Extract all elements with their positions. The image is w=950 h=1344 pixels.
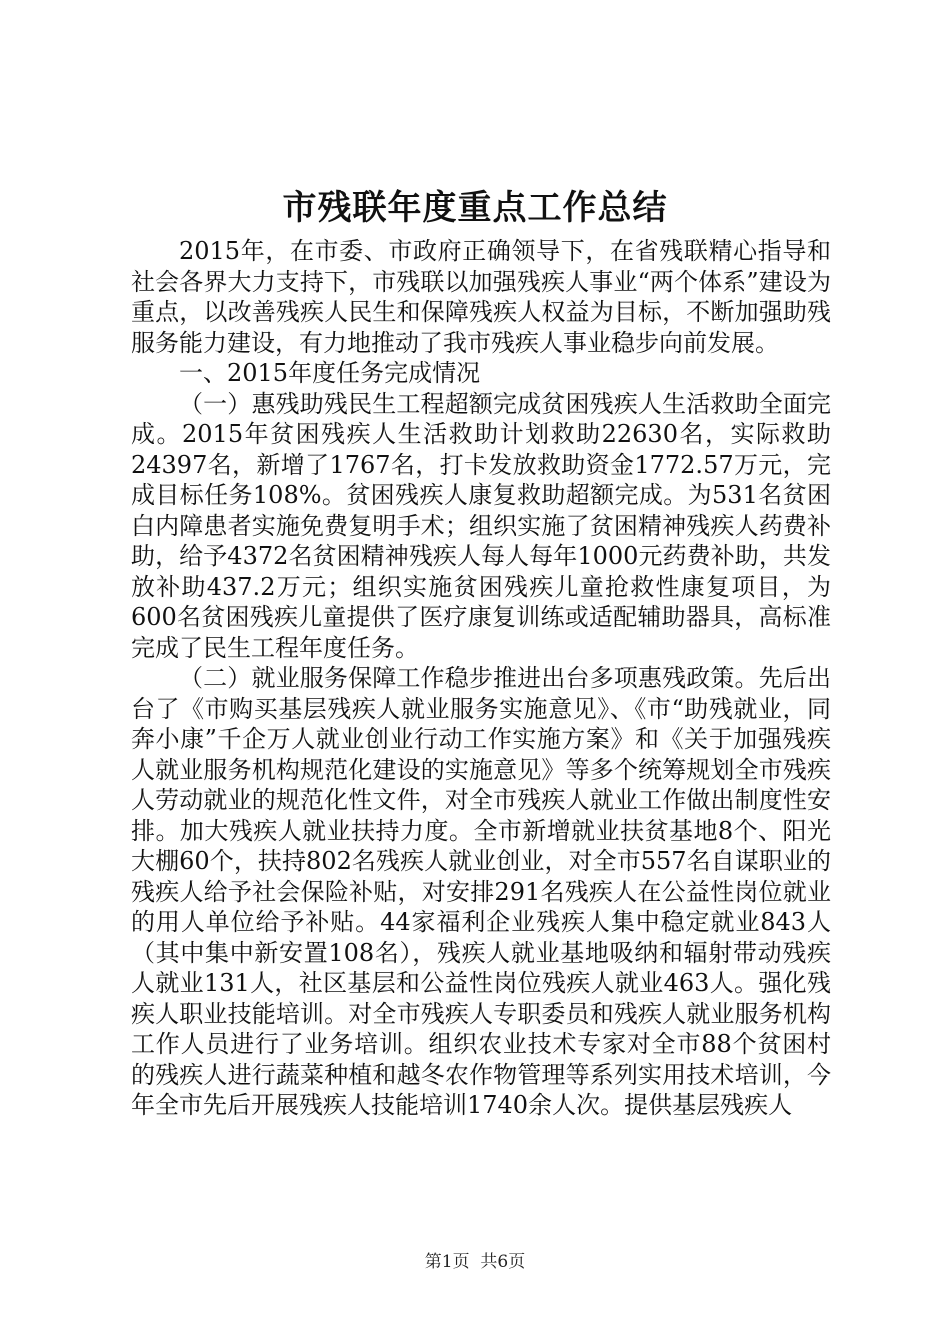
subsection-paragraph-2: （二）就业服务保障工作稳步推进出台多项惠残政策。先后出台了《市购买基层残疾人就业服务实施意见》、《市“助残就业，同奔小康”千企万人就业创业行动工作实施方案》和《关于加强残疾人就业服务机构规范化建设的实施意见》等多个统筹规划全市残疾人劳动就业的规范化性文件，对全市残疾人就业工作做出制度性安排。加大残疾人就业扶持力度。全市新增就业扶贫基地8个、阳光大棚60个，扶持802名残疾人就业创业，对全市557名自谋职业的残疾人给予社会保险补贴，对安排291名残疾人在公益性岗位就业的用人单位给予补贴。44家福利企业残疾人集中稳定就业843人（其中集中新安置108名），残疾人就业基地吸纳和辐射带动残疾人就业131人，社区基层和公益性岗位残疾人就业463人。强化残疾人职业技能培训。对全市残疾人专职委员和残疾人就业服务机构工作人员进行了业务培训。组织农业技术专家对全市88个贫困村的残疾人进行蔬菜种植和越冬农作物管理等系列实用技术培训，今年全市先后开展残疾人技能培训1740余人次。提供基层残疾人 [131,664,831,1119]
document-title: 市残联年度重点工作总结 [282,188,668,228]
document-body [131,236,831,1121]
page-number: 第1页 [424,1252,470,1272]
page-footer [0,1250,950,1274]
subsection-paragraph-1: （一）惠残助残民生工程超额完成贫困残疾人生活救助全面完成。2015年贫困残疾人生活救助计划救助22630名，实际救助24397名，新增了1767名，打卡发放救助资金1772.57万元，完成目标任务108%。贫困残疾人康复救助超额完成。为531名贫困白内障患者实施免费复明手术；组织实施了贫困精神残疾人药费补助，给予4372名贫困精神残疾人每人每年1000元药费补助，共发放补助437.2万元；组织实施贫困残疾儿童抢救性康复项目，为600名贫困残疾儿童提供了医疗康复训练或适配辅助器具，高标准完成了民生工程年度任务。 [131,389,831,662]
intro-paragraph: 2015年，在市委、市政府正确领导下，在省残联精心指导和社会各界大力支持下，市残联以加强残疾人事业“两个体系”建设为重点，以改善残疾人民生和保障残疾人权益为目标，不断加强助残服务能力建设，有力地推动了我市残疾人事业稳步向前发展。 [131,237,831,357]
page-total: 共6页 [480,1252,526,1272]
section-heading: 一、2015年度任务完成情况 [179,359,481,387]
